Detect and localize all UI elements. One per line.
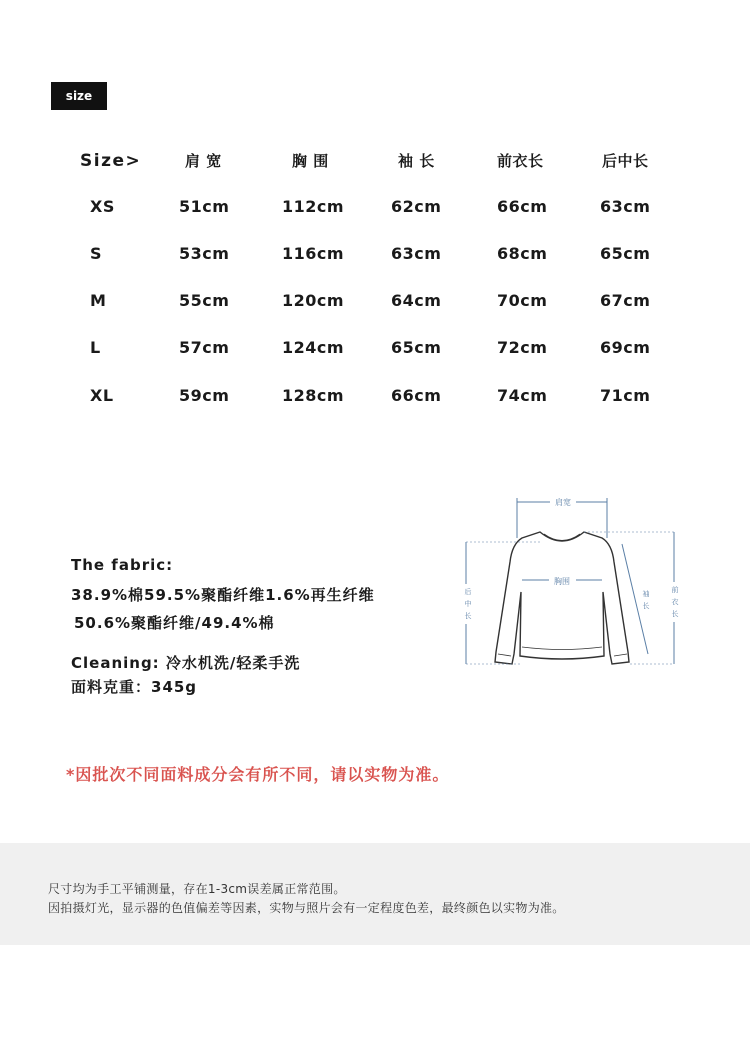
table-cell: 62cm: [391, 197, 442, 216]
table-cell: 70cm: [497, 291, 548, 310]
table-cell: 66cm: [497, 197, 548, 216]
footer-disclaimer: [0, 843, 750, 945]
footer-line-measurement: 尺寸均为手工平铺测量，存在1-3cm误差属正常范围。: [48, 882, 346, 896]
table-cell: 57cm: [179, 338, 230, 357]
size-label: L: [90, 338, 101, 357]
table-row: [0, 381, 750, 411]
table-cell: 63cm: [600, 197, 651, 216]
table-cell: 128cm: [282, 386, 345, 405]
label-sleeve-2: 长: [642, 602, 650, 610]
size-table-header: [0, 146, 750, 176]
size-label: S: [90, 244, 103, 263]
header-back-length: 后中长: [602, 152, 649, 170]
header-chest: 胸 围: [292, 152, 329, 170]
table-cell: 120cm: [282, 291, 345, 310]
header-shoulder: 肩 宽: [185, 152, 222, 170]
label-front-length-1: 前: [671, 586, 679, 594]
table-cell: 72cm: [497, 338, 548, 357]
table-row: [0, 286, 750, 316]
measurement-diagram: [462, 492, 682, 682]
fabric-title: The fabric:: [71, 556, 174, 574]
footer-line-color: 因拍摄灯光，显示器的色值偏差等因素，实物与照片会有一定程度色差，最终颜色以实物为准。: [48, 901, 565, 915]
table-cell: 65cm: [391, 338, 442, 357]
table-row: [0, 192, 750, 222]
label-front-length-2: 衣: [671, 598, 679, 606]
table-cell: 68cm: [497, 244, 548, 263]
table-cell: 66cm: [391, 386, 442, 405]
table-row: [0, 333, 750, 363]
header-sleeve: 袖 长: [398, 152, 435, 170]
label-back-length-3: 长: [464, 612, 472, 620]
table-cell: 112cm: [282, 197, 345, 216]
fabric-composition-2: 50.6%聚酯纤维/49.4%棉: [74, 614, 275, 632]
header-front-length: 前衣长: [497, 152, 544, 170]
size-label: XL: [90, 386, 114, 405]
size-label: XS: [90, 197, 115, 216]
cleaning-info: Cleaning: 冷水机洗/轻柔手洗: [71, 654, 301, 672]
table-cell: 116cm: [282, 244, 345, 263]
table-cell: 59cm: [179, 386, 230, 405]
batch-notice: *因批次不同面料成分会有所不同，请以实物为准。: [66, 765, 450, 784]
table-cell: 65cm: [600, 244, 651, 263]
table-row: [0, 239, 750, 269]
table-cell: 69cm: [600, 338, 651, 357]
label-back-length-2: 中: [464, 600, 472, 608]
fabric-composition-1: 38.9%棉59.5%聚酯纤维1.6%再生纤维: [71, 586, 375, 604]
size-label: M: [90, 291, 107, 310]
table-cell: 64cm: [391, 291, 442, 310]
table-cell: 55cm: [179, 291, 230, 310]
label-sleeve-1: 袖: [642, 590, 650, 598]
table-cell: 53cm: [179, 244, 230, 263]
table-cell: 51cm: [179, 197, 230, 216]
label-shoulder: 肩宽: [555, 498, 571, 507]
table-cell: 67cm: [600, 291, 651, 310]
label-back-length-1: 后: [464, 588, 472, 596]
size-badge: size: [51, 82, 107, 110]
label-chest: 胸围: [554, 577, 570, 586]
table-cell: 71cm: [600, 386, 651, 405]
sweatshirt-outline: [495, 532, 629, 664]
table-cell: 63cm: [391, 244, 442, 263]
table-cell: 124cm: [282, 338, 345, 357]
label-front-length-3: 长: [671, 610, 679, 618]
header-size: Size>: [80, 151, 142, 171]
fabric-weight: 面料克重：345g: [71, 678, 198, 696]
table-cell: 74cm: [497, 386, 548, 405]
